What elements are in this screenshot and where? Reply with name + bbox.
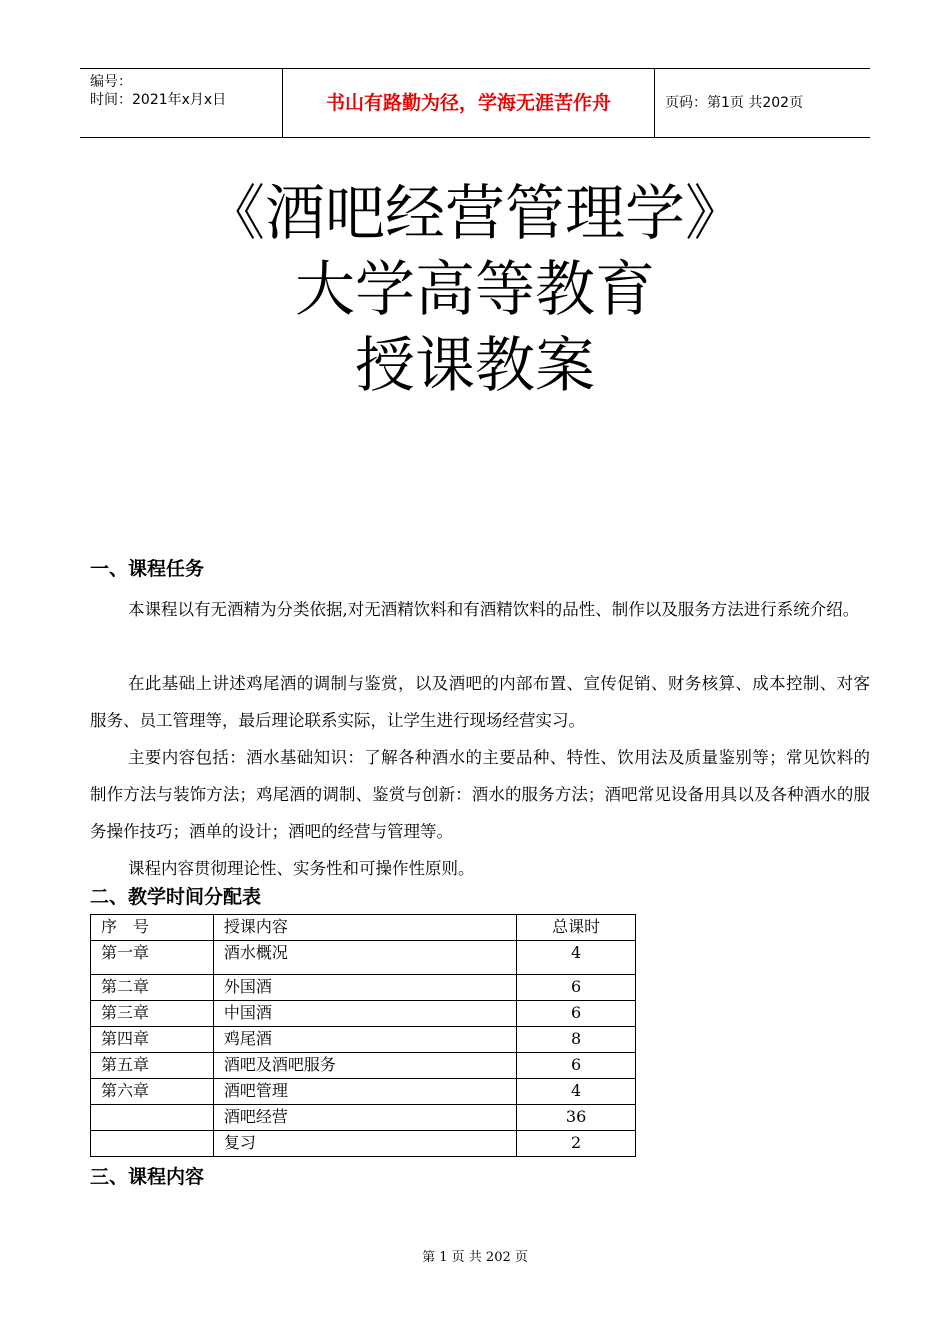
course-task-paragraph-4: 课程内容贯彻理论性、实务性和可操作性原则。 bbox=[128, 859, 475, 878]
course-task-paragraph-1: 本课程以有无酒精为分类依据,对无酒精饮料和有酒精饮料的品性、制作以及服务方法进行系统介绍。 bbox=[128, 600, 860, 619]
table-row bbox=[91, 1105, 636, 1131]
chapter-cell bbox=[91, 1105, 214, 1131]
table-row bbox=[91, 1001, 636, 1027]
chapter-cell: 第六章 bbox=[91, 1079, 214, 1105]
content-cell: 酒吧管理 bbox=[213, 1079, 516, 1105]
table-row bbox=[91, 1131, 636, 1157]
document-time-label: 时间：2021年x月x日 bbox=[90, 92, 227, 108]
table-row bbox=[91, 941, 636, 975]
content-cell: 酒吧及酒吧服务 bbox=[213, 1053, 516, 1079]
section-heading-course-content: 三、课程内容 bbox=[90, 1166, 205, 1188]
chapter-cell: 第五章 bbox=[91, 1053, 214, 1079]
content-cell: 中国酒 bbox=[213, 1001, 516, 1027]
document-title-line-3: 授课教案 bbox=[355, 331, 595, 401]
document-title-line-1: 《酒吧经营管理学》 bbox=[205, 179, 745, 249]
content-cell: 鸡尾酒 bbox=[213, 1027, 516, 1053]
hours-cell: 4 bbox=[517, 941, 636, 975]
page-header bbox=[80, 68, 870, 138]
hours-cell: 6 bbox=[517, 975, 636, 1001]
hours-cell: 6 bbox=[517, 1053, 636, 1079]
table-row bbox=[91, 1027, 636, 1053]
content-cell: 复习 bbox=[213, 1131, 516, 1157]
header-page-info: 页码：第1页 共202页 bbox=[665, 95, 804, 111]
chapter-cell bbox=[91, 1131, 214, 1157]
column-header-content: 授课内容 bbox=[213, 915, 516, 941]
chapter-cell: 第四章 bbox=[91, 1027, 214, 1053]
chapter-cell: 第三章 bbox=[91, 1001, 214, 1027]
table-row bbox=[91, 1079, 636, 1105]
table-row bbox=[91, 975, 636, 1001]
header-meta-cell bbox=[80, 69, 283, 137]
column-header-number: 序 号 bbox=[91, 915, 214, 941]
header-motto: 书山有路勤为径，学海无涯苦作舟 bbox=[283, 69, 655, 137]
content-cell: 酒水概况 bbox=[213, 941, 516, 975]
document-title-line-2: 大学高等教育 bbox=[295, 255, 655, 325]
chapter-cell: 第二章 bbox=[91, 975, 214, 1001]
table-header-row bbox=[91, 915, 636, 941]
table-row bbox=[91, 1053, 636, 1079]
hours-cell: 36 bbox=[517, 1105, 636, 1131]
chapter-cell: 第一章 bbox=[91, 941, 214, 975]
document-number-label: 编号： bbox=[90, 74, 132, 90]
course-task-paragraph-3: 主要内容包括：酒水基础知识：了解各种酒水的主要品种、特性、饮用法及质量鉴别等；常见饮料的制作方法与装饰方法；鸡尾酒的调制、鉴赏与创新：酒水的服务方法；酒吧常见设备用具以及各种酒水的服务操作技巧；酒单的设计；酒吧的经营与管理等。 bbox=[90, 748, 870, 841]
hours-cell: 8 bbox=[517, 1027, 636, 1053]
column-header-hours: 总课时 bbox=[517, 915, 636, 941]
page-footer: 第 1 页 共 202 页 bbox=[422, 1250, 528, 1265]
hours-cell: 2 bbox=[517, 1131, 636, 1157]
content-cell: 外国酒 bbox=[213, 975, 516, 1001]
section-heading-course-task: 一、课程任务 bbox=[90, 558, 205, 580]
course-task-paragraph-2: 在此基础上讲述鸡尾酒的调制与鉴赏，以及酒吧的内部布置、宣传促销、财务核算、成本控制、对客服务、员工管理等，最后理论联系实际，让学生进行现场经营实习。 bbox=[90, 674, 870, 730]
time-allocation-table bbox=[90, 914, 636, 1157]
content-cell: 酒吧经营 bbox=[213, 1105, 516, 1131]
hours-cell: 4 bbox=[517, 1079, 636, 1105]
hours-cell: 6 bbox=[517, 1001, 636, 1027]
section-heading-time-allocation: 二、教学时间分配表 bbox=[90, 886, 262, 908]
